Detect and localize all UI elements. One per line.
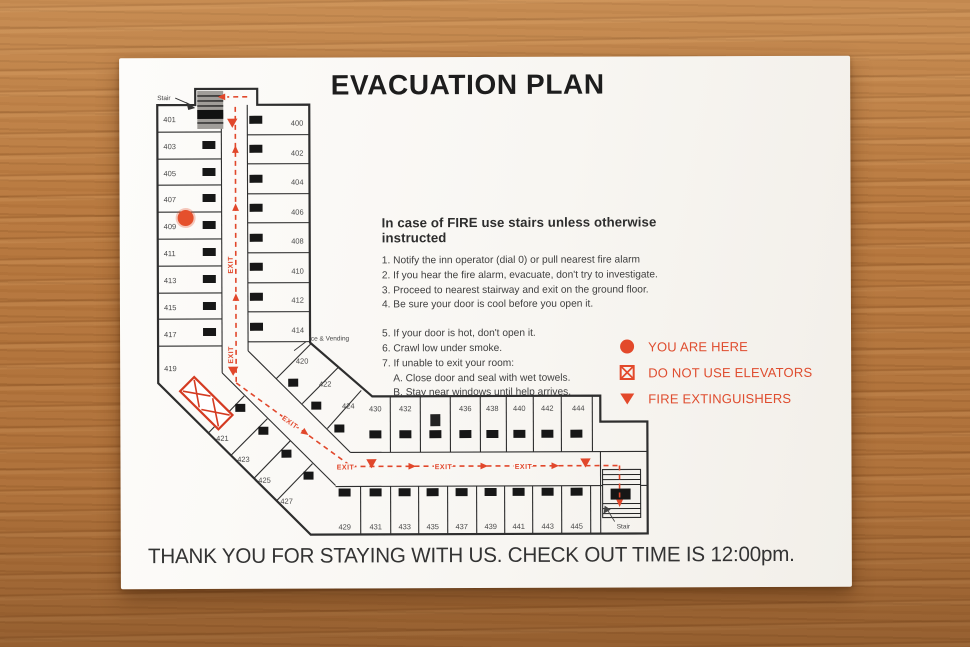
room-number: 427	[280, 496, 293, 506]
room-number: 424	[342, 401, 355, 411]
stairwell-bottom	[603, 469, 641, 521]
room-number: 431	[369, 522, 382, 532]
room-number: 442	[541, 403, 554, 413]
instruction-substep: A. Close door and seal with wet towels.	[393, 372, 571, 384]
ice-vending-label: Ice & Vending	[309, 335, 350, 343]
stairwell-top	[175, 91, 223, 129]
instructions-heading: In case of FIRE use stairs unless otherwise instructed	[381, 214, 657, 246]
room-number: 419	[164, 364, 177, 374]
room-number: 443	[541, 521, 554, 531]
room-number: 421	[216, 433, 229, 443]
exit-label: EXIT	[514, 463, 533, 471]
room-number: 440	[513, 403, 526, 413]
room-number: 414	[291, 325, 305, 335]
room-number: 422	[318, 379, 332, 389]
no-elevator-icon	[618, 364, 635, 380]
instruction-step: 1. Notify the inn operator (dial 0) or pull nearest fire alarm	[381, 254, 641, 267]
room-number: 404	[290, 177, 304, 187]
instruction-step: 2. If you hear the fire alarm, evacuate, don't try to investigate.	[381, 269, 658, 282]
room-number: 411	[163, 249, 176, 259]
room-number: 402	[290, 148, 304, 158]
room-number: 415	[163, 303, 177, 313]
instruction-step: 7. If unable to exit your room:	[382, 357, 515, 370]
fire-extinguisher-icon	[618, 393, 635, 404]
legend-row-extinguishers	[618, 385, 812, 412]
legend-row-you-are-here	[618, 333, 812, 360]
room-number: 439	[484, 521, 497, 532]
room-number: 412	[291, 295, 304, 305]
room-number: 408	[291, 236, 304, 246]
legend-label: YOU ARE HERE	[648, 338, 749, 354]
room-number: 435	[426, 522, 439, 532]
room-number: 405	[163, 169, 177, 179]
exit-label: EXIT	[280, 414, 299, 431]
legend-row-no-elevators	[618, 359, 812, 386]
room-number: 400	[290, 118, 304, 128]
stair-top-label: Stair	[157, 95, 171, 103]
instruction-substep: B. Stay near windows until help arrives.	[393, 387, 572, 399]
room-number: 425	[258, 475, 271, 485]
evacuation-plan-poster	[119, 56, 852, 590]
legend-label: DO NOT USE ELEVATORS	[648, 364, 813, 380]
instruction-step: 5. If your door is hot, don't open it.	[382, 328, 536, 340]
stair-bottom-label: Stair	[616, 523, 631, 531]
instruction-step: 4. Be sure your door is cool before you open it.	[381, 299, 594, 311]
room-number: 410	[291, 266, 304, 276]
room-number: 432	[399, 404, 412, 414]
room-number: 433	[398, 522, 411, 532]
legend-label: FIRE EXTINGUISHERS	[648, 390, 792, 406]
room-number: 436	[459, 404, 472, 414]
exit-label: EXIT	[336, 464, 355, 472]
room-number: 438	[486, 403, 499, 413]
room-number: 444	[572, 403, 585, 413]
room-number: 445	[570, 521, 583, 531]
room-number: 430	[369, 404, 382, 414]
instruction-step: 6. Crawl low under smoke.	[382, 342, 503, 355]
room-number: 429	[338, 522, 351, 532]
room-number: 441	[512, 521, 525, 531]
instruction-step: 3. Proceed to nearest stairway and exit on the ground floor.	[381, 284, 649, 296]
you-are-here-dot-core	[178, 210, 194, 226]
you-are-here-icon	[618, 339, 635, 353]
room-number: 407	[163, 195, 177, 205]
room-number: 423	[237, 454, 250, 464]
exit-label: EXIT	[434, 464, 453, 472]
room-number: 406	[291, 207, 304, 217]
ice-vending-leader	[294, 342, 306, 351]
room-number: 401	[163, 115, 176, 125]
do-not-use-elevator-symbol	[180, 377, 232, 429]
instructions-spacer	[382, 312, 697, 327]
legend	[618, 333, 812, 412]
exit-label: EXIT	[228, 346, 236, 364]
exit-label: EXIT	[227, 256, 235, 274]
checkout-message: THANK YOU FOR STAYING WITH US. CHECK OUT TIME IS 12:00pm.	[147, 542, 795, 569]
room-number: 437	[455, 522, 468, 532]
room-number: 413	[163, 276, 177, 286]
room-number: 403	[163, 142, 176, 152]
room-number: 409	[163, 222, 177, 232]
room-number: 420	[295, 356, 309, 366]
page-title: EVACUATION PLAN	[330, 68, 605, 101]
room-number: 417	[164, 330, 177, 340]
